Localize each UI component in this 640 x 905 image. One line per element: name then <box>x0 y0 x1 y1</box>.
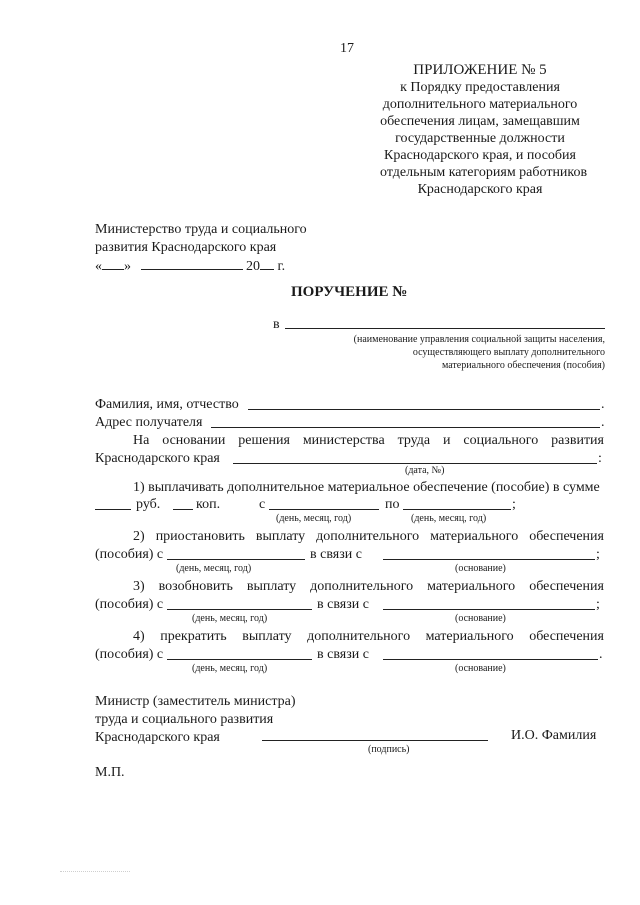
item2-from-label: (пособия) с <box>95 547 164 562</box>
item3-word: обеспечения <box>529 579 604 594</box>
item4-from-label: (пособия) с <box>95 647 164 662</box>
year-blank[interactable] <box>260 257 274 270</box>
item4-word: 4) <box>133 629 145 644</box>
item4-word: выплату <box>242 629 292 644</box>
appendix-line: государственные должности <box>395 131 565 146</box>
name-end: . <box>601 397 605 412</box>
item4-end: . <box>599 647 603 662</box>
signer-title: труда и социального развития <box>95 712 274 727</box>
item3-end: ; <box>596 597 600 612</box>
basis-word: министерства <box>302 433 385 448</box>
quote-open: « <box>95 259 102 274</box>
item2-date-hint: (день, месяц, год) <box>176 563 252 574</box>
signature-field[interactable] <box>262 740 488 741</box>
basis-line2: Краснодарского края <box>95 451 220 466</box>
from-date-hint: (день, месяц, год) <box>276 513 352 524</box>
address-end: . <box>601 415 605 430</box>
basis-word: и <box>443 433 451 448</box>
item1-text: 1) выплачивать дополнительное материальное обеспечение (пособие) в сумме <box>133 480 600 495</box>
appendix-title: ПРИЛОЖЕНИЕ № 5 <box>413 62 547 78</box>
item4-reason-hint: (основание) <box>455 663 506 674</box>
item3-date-hint: (день, месяц, год) <box>192 613 268 624</box>
item4-date-hint: (день, месяц, год) <box>192 663 268 674</box>
name-field[interactable] <box>248 409 600 410</box>
appendix-line: отдельным категориям работников <box>380 165 588 180</box>
to-date-field[interactable] <box>403 509 511 510</box>
item2-line <box>133 528 604 545</box>
basis-line <box>133 432 604 449</box>
basis-word: основании <box>162 433 226 448</box>
scan-artifact <box>60 865 130 872</box>
appendix-line: к Порядку предоставления <box>400 80 560 95</box>
item4-reason-field[interactable] <box>383 659 598 660</box>
recipient-hint: материального обеспечения (пособия) <box>441 360 605 371</box>
item2-word: материального <box>430 529 519 544</box>
to-label: по <box>385 497 400 512</box>
stamp-place: М.П. <box>95 765 125 780</box>
month-blank[interactable] <box>141 257 243 270</box>
item4-reason-label: в связи с <box>317 647 369 662</box>
recipient-hint: (наименование управления социальной защиты населения, <box>353 334 605 345</box>
appendix-line: обеспечения лицам, замещавшим <box>380 114 580 129</box>
item3-reason-hint: (основание) <box>455 613 506 624</box>
item4-word: прекратить <box>160 629 227 644</box>
to-date-hint: (день, месяц, год) <box>411 513 487 524</box>
item2-end: ; <box>596 547 600 562</box>
item3-word: выплату <box>246 579 297 594</box>
issuer-line: развития Краснодарского края <box>95 240 277 255</box>
item2-word: дополнительного <box>316 529 420 544</box>
recipient-hint: осуществляющего выплату дополнительного <box>412 347 605 358</box>
item2-word: обеспечения <box>529 529 604 544</box>
amount-kop-field[interactable] <box>173 509 193 510</box>
item3-date-field[interactable] <box>167 609 312 610</box>
item3-reason-field[interactable] <box>383 609 595 610</box>
address-field[interactable] <box>211 427 600 428</box>
item3-word: 3) <box>133 579 145 594</box>
item2-word: выплату <box>255 529 306 544</box>
year-suffix: г. <box>277 259 286 274</box>
item2-reason-field[interactable] <box>383 559 595 560</box>
appendix-line: Краснодарского края <box>417 182 543 197</box>
item2-reason-label: в связи с <box>310 547 362 562</box>
basis-hint: (дата, №) <box>405 465 445 476</box>
item2-reason-hint: (основание) <box>455 563 506 574</box>
appendix-block <box>380 62 588 198</box>
signature-hint: (подпись) <box>368 744 410 755</box>
kop-label: коп. <box>196 497 221 512</box>
issue-date <box>95 257 285 275</box>
day-blank[interactable] <box>102 257 124 270</box>
from-date-field[interactable] <box>269 509 379 510</box>
item2-date-field[interactable] <box>167 559 305 560</box>
item3-from-label: (пособия) с <box>95 597 164 612</box>
item3-reason-label: в связи с <box>317 597 369 612</box>
item3-word: дополнительного <box>310 579 414 594</box>
amount-rub-field[interactable] <box>95 509 131 510</box>
item3-line <box>133 578 604 595</box>
rub-label: руб. <box>136 497 161 512</box>
recipient-prefix: в <box>273 317 280 332</box>
from-label: с <box>259 497 266 512</box>
basis-word: труда <box>397 433 431 448</box>
recipient-line[interactable] <box>285 328 605 329</box>
basis-word: решения <box>238 433 290 448</box>
item4-line <box>133 628 604 645</box>
basis-word: развития <box>551 433 604 448</box>
item4-word: обеспечения <box>529 629 604 644</box>
item2-word: 2) <box>133 529 145 544</box>
basis-word: На <box>133 433 150 448</box>
item2-word: приостановить <box>155 529 245 544</box>
issuer-line: Министерство труда и социального <box>95 222 307 237</box>
signer-title: Министр (заместитель министра) <box>95 694 296 709</box>
item4-word: материального <box>425 629 514 644</box>
basis-colon: : <box>598 451 602 466</box>
signer-name: И.О. Фамилия <box>511 728 597 743</box>
appendix-line: Краснодарского края, и пособия <box>384 148 576 163</box>
basis-field[interactable] <box>233 463 597 464</box>
item4-word: дополнительного <box>307 629 411 644</box>
item3-word: материального <box>427 579 516 594</box>
signer-title: Краснодарского края <box>95 730 220 745</box>
item4-date-field[interactable] <box>167 659 312 660</box>
quote-close: » <box>124 259 131 274</box>
year-prefix: 20 <box>246 259 260 274</box>
item3-word: возобновить <box>158 579 233 594</box>
basis-word: социального <box>463 433 539 448</box>
address-label: Адрес получателя <box>95 415 203 430</box>
item1-end: ; <box>512 497 516 512</box>
document-heading: ПОРУЧЕНИЕ № <box>291 284 408 300</box>
name-label: Фамилия, имя, отчество <box>95 397 239 412</box>
appendix-line: дополнительного материального <box>382 97 578 112</box>
page-number: 17 <box>340 41 354 56</box>
